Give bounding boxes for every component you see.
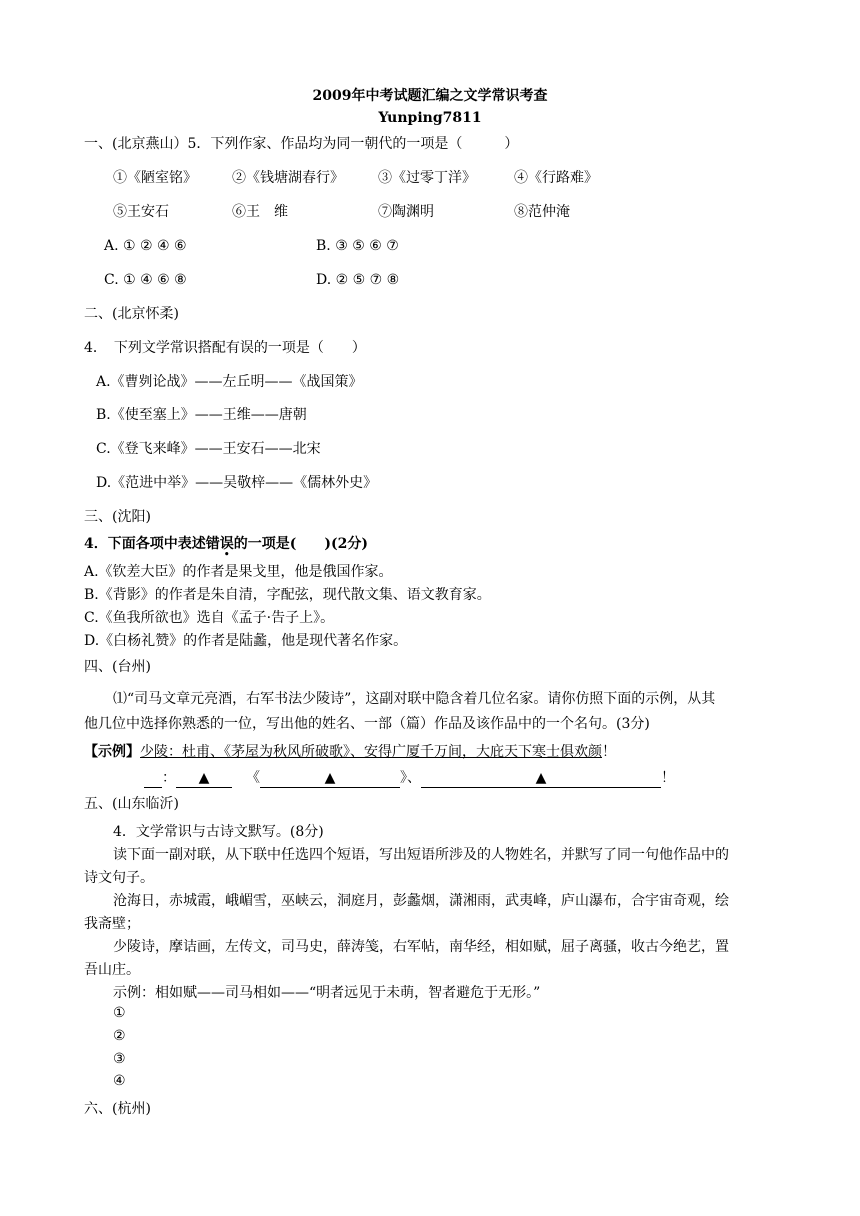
example-line — [84, 742, 616, 762]
option-b: B. ③ ⑤ ⑥ ⑦ — [316, 238, 399, 254]
colon: ： — [162, 770, 176, 786]
name-answer-blank[interactable] — [176, 769, 232, 788]
author-item: ⑤王安石 — [113, 204, 169, 220]
author-item: ⑦陶渊明 — [378, 204, 434, 220]
section2-question: 4． 下列文学常识搭配有误的一项是（ ） — [84, 340, 366, 356]
answer-line — [144, 768, 675, 788]
work-answer-blank[interactable] — [260, 769, 400, 788]
end-mark: ！ — [661, 770, 675, 786]
answer-number-2: ② — [113, 1028, 126, 1044]
work-item: ①《陋室铭》 — [113, 170, 197, 186]
option-a: A.《钦差大臣》的作者是果戈里，他是俄国作家。 — [84, 564, 393, 580]
answer-number-1: ① — [113, 1005, 126, 1021]
section5-instruction-1: 读下面一副对联，从下联中任选四个短语，写出短语所涉及的人物姓名，并默写了同一句他作品中的 — [113, 847, 729, 863]
option-d: D. ② ⑤ ⑦ ⑧ — [316, 272, 400, 288]
answer-number-3: ③ — [113, 1051, 126, 1067]
couplet-upper-1: 沧海日，赤城霞，峨嵋雪，巫峡云，洞庭月，彭蠡烟，潇湘雨，武夷峰，庐山瀑布，合宇宙奇观，绘 — [113, 893, 729, 909]
question-text-before: 4．下面各项中表述错 — [84, 536, 220, 552]
section6-heading: 六、(杭州) — [84, 1101, 151, 1117]
work-item: ④《行路难》 — [514, 170, 598, 186]
couplet-upper-2: 我斋壁； — [84, 916, 140, 932]
option-a: A. ① ② ④ ⑥ — [104, 238, 187, 254]
example-label: 【示例】 — [84, 744, 140, 760]
couplet-lower-1: 少陵诗，摩诘画，左传文，司马史，薛涛笺，右军帖，南华经，相如赋，屈子离骚，收古今绝艺，置 — [113, 939, 729, 955]
option-b: B.《使至塞上》——王维——唐朝 — [96, 407, 307, 423]
section4-heading: 四、(台州) — [84, 659, 151, 675]
section5-example: 示例：相如赋——司马相如——“明者远见于未萌，智者避危于无形。” — [113, 985, 541, 1001]
triangle-icon: ▲ — [198, 770, 210, 786]
section4-paragraph-1: ⑴“司马文章元亮酒，右军书法少陵诗”，这副对联中隐含着几位名家。请你仿照下面的示例，从其 — [113, 691, 716, 707]
quote-answer-blank[interactable] — [421, 769, 661, 788]
section5-heading: 五、(山东临沂) — [84, 796, 179, 812]
close-quote: 》、 — [400, 770, 421, 786]
author-item: ⑧范仲淹 — [514, 204, 570, 220]
couplet-lower-2: 吾山庄。 — [84, 962, 140, 978]
option-d: D.《范进中举》——吴敬梓——《儒林外史》 — [96, 475, 378, 491]
document-title: 2009年中考试题汇编之文学常识考查 — [312, 88, 548, 104]
work-item: ③《过零丁洋》 — [378, 170, 476, 186]
triangle-icon: ▲ — [535, 770, 547, 786]
option-a: A.《曹刿论战》——左丘明——《战国策》 — [96, 374, 363, 390]
triangle-icon: ▲ — [324, 770, 336, 786]
option-d: D.《白杨礼赞》的作者是陆蠡，他是现代著名作家。 — [84, 633, 408, 649]
answer-number-4: ④ — [113, 1073, 126, 1089]
section4-paragraph-2: 他几位中选择你熟悉的一位，写出他的姓名、一部（篇）作品及该作品中的一个名句。(3分) — [84, 716, 650, 732]
option-c: C. ① ④ ⑥ ⑧ — [104, 272, 187, 288]
document-author: Yunping7811 — [378, 110, 482, 126]
option-c: C.《鱼我所欲也》选自《孟子·告子上》。 — [84, 610, 335, 626]
author-item: ⑥王 维 — [232, 204, 288, 220]
emphasized-char: 误 — [219, 536, 234, 552]
section1-heading: 一、(北京燕山）5．下列作家、作品均为同一朝代的一项是（ ） — [84, 136, 519, 152]
option-b: B.《背影》的作者是朱自清，字配弦，现代散文集、语文教育家。 — [84, 587, 491, 603]
work-item: ②《钱塘湖春行》 — [232, 170, 344, 186]
question-text-after: 的一项是( )(2分) — [233, 536, 368, 552]
section2-heading: 二、(北京怀柔) — [84, 306, 179, 322]
section5-instruction-2: 诗文句子。 — [84, 870, 154, 886]
open-quote: 《 — [246, 770, 260, 786]
option-c: C.《登飞来峰》——王安石——北宋 — [96, 441, 321, 457]
section5-question: 4．文学常识与古诗文默写。(8分) — [113, 824, 324, 840]
name-blank[interactable] — [144, 769, 162, 788]
example-text: 少陵：杜甫、《茅屋为秋风所破歌》、安得广厦千万间，大庇天下寒士俱欢颜 — [140, 744, 602, 760]
section3-heading: 三、(沈阳) — [84, 509, 151, 525]
section3-question — [84, 534, 368, 554]
example-end: ！ — [602, 744, 616, 760]
